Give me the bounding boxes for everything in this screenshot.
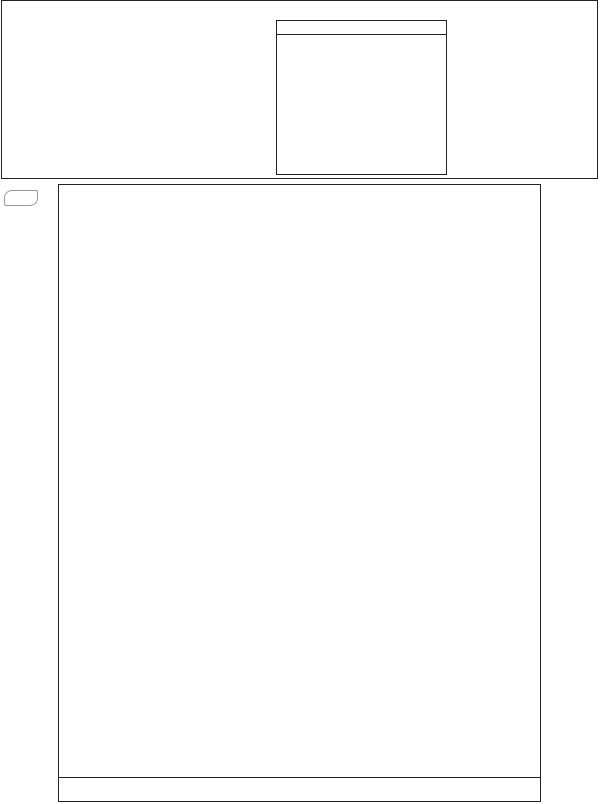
stats-box [276, 20, 447, 175]
4base-logo [4, 190, 38, 206]
game-detail-table [58, 184, 541, 802]
detail-footer [59, 777, 540, 801]
box-score [1, 0, 598, 179]
stats-title [277, 21, 446, 35]
